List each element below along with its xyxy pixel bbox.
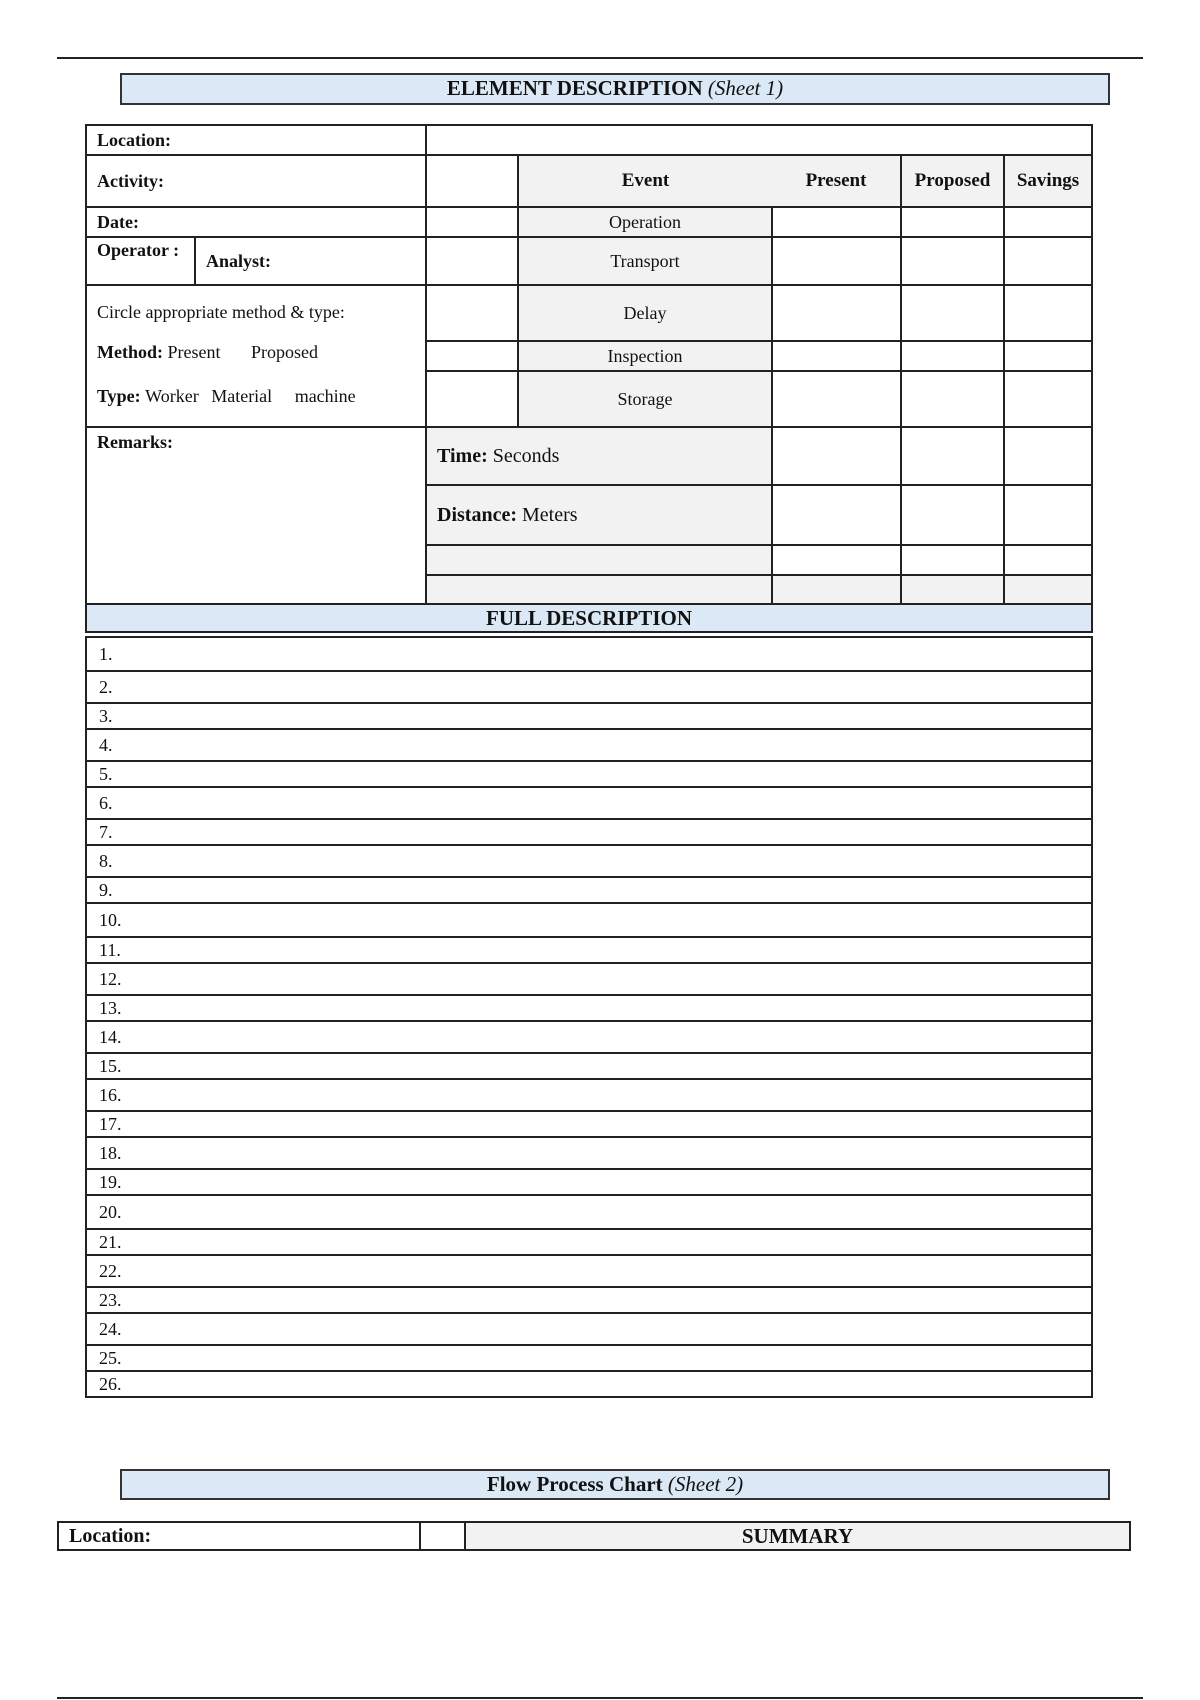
method-type-box	[86, 285, 426, 427]
method-label: Method:	[97, 342, 163, 362]
description-row[interactable]	[86, 1345, 1092, 1371]
description-row[interactable]	[86, 995, 1092, 1021]
description-row-number[interactable]: 4.	[86, 729, 1092, 761]
top-rule	[57, 57, 1143, 59]
description-row[interactable]	[86, 845, 1092, 877]
inspection-savings-cell[interactable]	[1004, 341, 1092, 371]
sheet2-location-label: Location:	[58, 1522, 420, 1550]
proposed-header: Proposed	[901, 155, 1004, 207]
description-row[interactable]	[86, 761, 1092, 787]
event-inspection: Inspection	[518, 341, 772, 371]
description-row[interactable]	[86, 1079, 1092, 1111]
sheet2-subtitle: (Sheet 2)	[667, 1472, 744, 1496]
element-description-table	[85, 124, 1093, 633]
description-row[interactable]	[86, 1053, 1092, 1079]
storage-savings-cell[interactable]	[1004, 371, 1092, 427]
inspection-proposed-cell[interactable]	[901, 341, 1004, 371]
time-row-label	[426, 427, 772, 485]
description-row[interactable]	[86, 1195, 1092, 1229]
storage-proposed-cell[interactable]	[901, 371, 1004, 427]
summary-header: SUMMARY	[465, 1522, 1130, 1550]
bottom-rule	[57, 1697, 1143, 1699]
description-row[interactable]	[86, 1137, 1092, 1169]
description-row-number[interactable]: 26.	[86, 1371, 1092, 1397]
type-label: Type:	[97, 386, 141, 406]
inspection-present-cell[interactable]	[772, 341, 901, 371]
method-proposed-option[interactable]: Proposed	[251, 342, 318, 362]
distance-unit: Meters	[521, 503, 578, 526]
description-row-number[interactable]: 17.	[86, 1111, 1092, 1137]
description-row-number[interactable]: 24.	[86, 1313, 1092, 1345]
delay-present-cell[interactable]	[772, 285, 901, 341]
event-transport: Transport	[518, 237, 772, 285]
blank-row-1-label[interactable]	[426, 545, 772, 575]
description-row[interactable]	[86, 877, 1092, 903]
description-row[interactable]	[86, 637, 1092, 671]
description-row-number[interactable]: 3.	[86, 703, 1092, 729]
blank-row-1-savings[interactable]	[1004, 545, 1092, 575]
description-row-number[interactable]: 14.	[86, 1021, 1092, 1053]
description-row-number[interactable]: 2.	[86, 671, 1092, 703]
description-row[interactable]	[86, 963, 1092, 995]
description-row-number[interactable]: 11.	[86, 937, 1092, 963]
description-row-number[interactable]: 7.	[86, 819, 1092, 845]
distance-present-cell[interactable]	[772, 485, 901, 545]
storage-side-field[interactable]	[426, 371, 518, 427]
distance-row-label	[426, 485, 772, 545]
time-proposed-cell[interactable]	[901, 427, 1004, 485]
description-row[interactable]	[86, 729, 1092, 761]
transport-savings-cell[interactable]	[1004, 237, 1092, 285]
type-worker-option[interactable]: Worker	[145, 386, 199, 406]
type-line	[97, 376, 415, 416]
method-line	[97, 332, 415, 372]
storage-present-cell[interactable]	[772, 371, 901, 427]
transport-present-cell[interactable]	[772, 237, 901, 285]
activity-field[interactable]	[426, 155, 518, 207]
description-row-number[interactable]: 5.	[86, 761, 1092, 787]
description-row-number[interactable]: 8.	[86, 845, 1092, 877]
location-field[interactable]	[426, 125, 1092, 155]
description-row[interactable]	[86, 1111, 1092, 1137]
delay-proposed-cell[interactable]	[901, 285, 1004, 341]
flow-process-table	[57, 1521, 1131, 1551]
description-row[interactable]	[86, 1021, 1092, 1053]
description-row[interactable]	[86, 1255, 1092, 1287]
remarks-label[interactable]: Remarks:	[86, 427, 426, 604]
description-row[interactable]	[86, 1287, 1092, 1313]
description-row-number[interactable]: 16.	[86, 1079, 1092, 1111]
present-header: Present	[772, 155, 901, 207]
description-row-number[interactable]: 9.	[86, 877, 1092, 903]
description-row[interactable]	[86, 671, 1092, 703]
sheet2-location-field[interactable]	[420, 1522, 465, 1550]
operation-present-cell[interactable]	[772, 207, 901, 237]
description-row[interactable]	[86, 1229, 1092, 1255]
savings-header: Savings	[1004, 155, 1092, 207]
event-delay: Delay	[518, 285, 772, 341]
description-row-number[interactable]: 22.	[86, 1255, 1092, 1287]
delay-side-field[interactable]	[426, 285, 518, 341]
description-row-number[interactable]: 23.	[86, 1287, 1092, 1313]
transport-proposed-cell[interactable]	[901, 237, 1004, 285]
operator-label: Operator :	[86, 237, 195, 285]
method-present-option[interactable]: Present	[167, 342, 221, 362]
description-row[interactable]	[86, 703, 1092, 729]
date-field[interactable]	[426, 207, 518, 237]
sheet2-title: Flow Process Chart	[486, 1472, 663, 1496]
circle-instruction: Circle appropriate method & type:	[97, 302, 345, 322]
sheet1-title: ELEMENT DESCRIPTION	[446, 76, 703, 100]
description-row-number[interactable]: 1.	[86, 637, 1092, 671]
analyst-label: Analyst:	[195, 237, 426, 285]
distance-proposed-cell[interactable]	[901, 485, 1004, 545]
operation-proposed-cell[interactable]	[901, 207, 1004, 237]
time-unit: Seconds	[492, 444, 560, 467]
description-row-number[interactable]: 20.	[86, 1195, 1092, 1229]
type-machine-option[interactable]: machine	[294, 386, 356, 406]
time-savings-cell[interactable]	[1004, 427, 1092, 485]
blank-row-2-proposed[interactable]	[901, 575, 1004, 604]
delay-savings-cell[interactable]	[1004, 285, 1092, 341]
description-row-number[interactable]: 25.	[86, 1345, 1092, 1371]
time-present-cell[interactable]	[772, 427, 901, 485]
blank-row-2-label[interactable]	[426, 575, 772, 604]
full-description-table	[85, 636, 1093, 1398]
inspection-side-field[interactable]	[426, 341, 518, 371]
location-label: Location:	[86, 125, 426, 155]
distance-label: Distance:	[437, 503, 517, 526]
operation-savings-cell[interactable]	[1004, 207, 1092, 237]
distance-savings-cell[interactable]	[1004, 485, 1092, 545]
blank-row-2-savings[interactable]	[1004, 575, 1092, 604]
full-description-header: FULL DESCRIPTION	[86, 604, 1092, 632]
description-row-number[interactable]: 18.	[86, 1137, 1092, 1169]
blank-row-1-present[interactable]	[772, 545, 901, 575]
event-operation: Operation	[518, 207, 772, 237]
description-row[interactable]	[86, 903, 1092, 937]
date-label: Date:	[86, 207, 426, 237]
sheet1-subtitle: (Sheet 1)	[707, 76, 784, 100]
description-row-number[interactable]: 21.	[86, 1229, 1092, 1255]
description-row-number[interactable]: 15.	[86, 1053, 1092, 1079]
description-row[interactable]	[86, 787, 1092, 819]
description-row-number[interactable]: 13.	[86, 995, 1092, 1021]
blank-row-1-proposed[interactable]	[901, 545, 1004, 575]
description-row[interactable]	[86, 1313, 1092, 1345]
blank-row-2-present[interactable]	[772, 575, 901, 604]
sheet1-title-banner	[120, 73, 1110, 105]
type-material-option[interactable]: Material	[211, 386, 273, 406]
description-row-number[interactable]: 12.	[86, 963, 1092, 995]
description-row-number[interactable]: 10.	[86, 903, 1092, 937]
description-row[interactable]	[86, 1371, 1092, 1397]
description-row[interactable]	[86, 819, 1092, 845]
event-storage: Storage	[518, 371, 772, 427]
description-row-number[interactable]: 19.	[86, 1169, 1092, 1195]
activity-label: Activity:	[86, 155, 426, 207]
operator-analyst-field[interactable]	[426, 237, 518, 285]
sheet2-title-banner	[120, 1469, 1110, 1500]
time-label: Time:	[437, 444, 488, 467]
description-row[interactable]	[86, 1169, 1092, 1195]
description-row-number[interactable]: 6.	[86, 787, 1092, 819]
description-row[interactable]	[86, 937, 1092, 963]
event-header: Event	[518, 155, 772, 207]
